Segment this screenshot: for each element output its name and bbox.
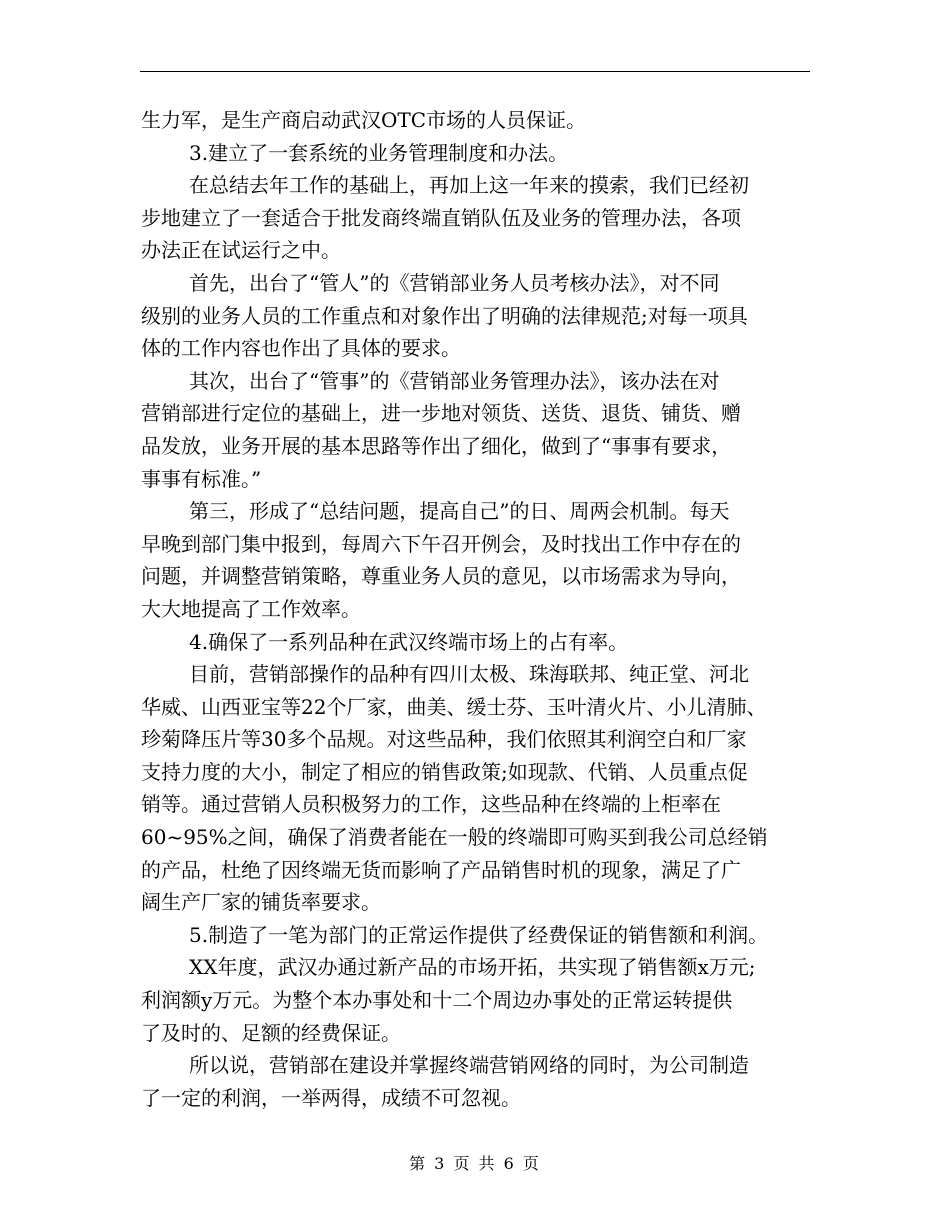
text-line: 品发放，业务开展的基本思路等作出了细化，做到了“事事有要求， — [141, 433, 732, 458]
text-line: 级别的业务人员的工作重点和对象作出了明确的法律规范;对每一项具 — [141, 303, 748, 328]
text-line: 销等。通过营销人员积极努力的工作，这些品种在终端的上柜率在 — [141, 792, 721, 817]
text-line: 5.制造了一笔为部门的正常运作提供了经费保证的销售额和利润。 — [189, 922, 769, 947]
text-line: 珍菊降压片等30多个品规。对这些品种，我们依照其利润空白和厂家 — [141, 727, 747, 752]
text-line: 其次，出台了“管事”的《营销部业务管理办法》，该办法在对 — [189, 368, 720, 393]
text-line: 体的工作内容也作出了具体的要求。 — [141, 336, 461, 361]
text-line: 了及时的、足额的经费保证。 — [141, 1020, 401, 1045]
text-line: 早晚到部门集中报到，每周六下午召开例会，及时找出工作中存在的 — [141, 531, 741, 556]
text-line: 办法正在试运行之中。 — [141, 238, 341, 263]
text-line: 步地建立了一套适合于批发商终端直销队伍及业务的管理办法，各项 — [141, 205, 741, 230]
document-body — [141, 104, 813, 1114]
text-line: 问题，并调整营销策略，尊重业务人员的意见，以市场需求为导向， — [141, 564, 741, 589]
text-line: 生力军，是生产商启动武汉OTC市场的人员保证。 — [141, 108, 587, 132]
text-line: 的产品，杜绝了因终端无货而影响了产品销售时机的现象，满足了广 — [141, 857, 741, 882]
text-line: 华威、山西亚宝等22个厂家，曲美、缓士芬、玉叶清火片、小儿清肺、 — [141, 694, 767, 719]
text-line: 阔生产厂家的铺货率要求。 — [141, 890, 381, 915]
text-line: 支持力度的大小，制定了相应的销售政策;如现款、代销、人员重点促 — [141, 759, 748, 784]
text-line: 4.确保了一系列品种在武汉终端市场上的占有率。 — [189, 629, 629, 654]
text-line: 利润额y万元。为整个本办事处和十二个周边办事处的正常运转提供 — [141, 988, 733, 1013]
text-line: 第三，形成了“总结问题，提高自己”的日、周两会机制。每天 — [189, 499, 730, 524]
text-line: 营销部进行定位的基础上，进一步地对领货、送货、退货、铺货、赠 — [141, 401, 741, 426]
header-rule — [140, 71, 810, 72]
text-line: 60~95%之间，确保了消费者能在一般的终端即可购买到我公司总经销 — [141, 825, 768, 850]
page-number-footer: 第 3 页 共 6 页 — [409, 1154, 541, 1173]
text-line: 大大地提高了工作效率。 — [141, 596, 361, 621]
text-line: 所以说，营销部在建设并掌握终端营销网络的同时，为公司制造 — [189, 1053, 749, 1078]
text-line: 3.建立了一套系统的业务管理制度和办法。 — [189, 140, 569, 165]
text-line: 在总结去年工作的基础上，再加上这一年来的摸索，我们已经初 — [189, 173, 749, 198]
text-line: 目前，营销部操作的品种有四川太极、珠海联邦、纯正堂、河北 — [189, 662, 749, 687]
text-line: XX年度，武汉办通过新产品的市场开拓，共实现了销售额x万元; — [189, 955, 756, 980]
text-line: 首先，出台了“管人”的《营销部业务人员考核办法》，对不同 — [189, 270, 720, 295]
text-line: 了一定的利润，一举两得，成绩不可忽视。 — [141, 1085, 521, 1110]
text-line: 事事有标准。” — [141, 466, 262, 491]
